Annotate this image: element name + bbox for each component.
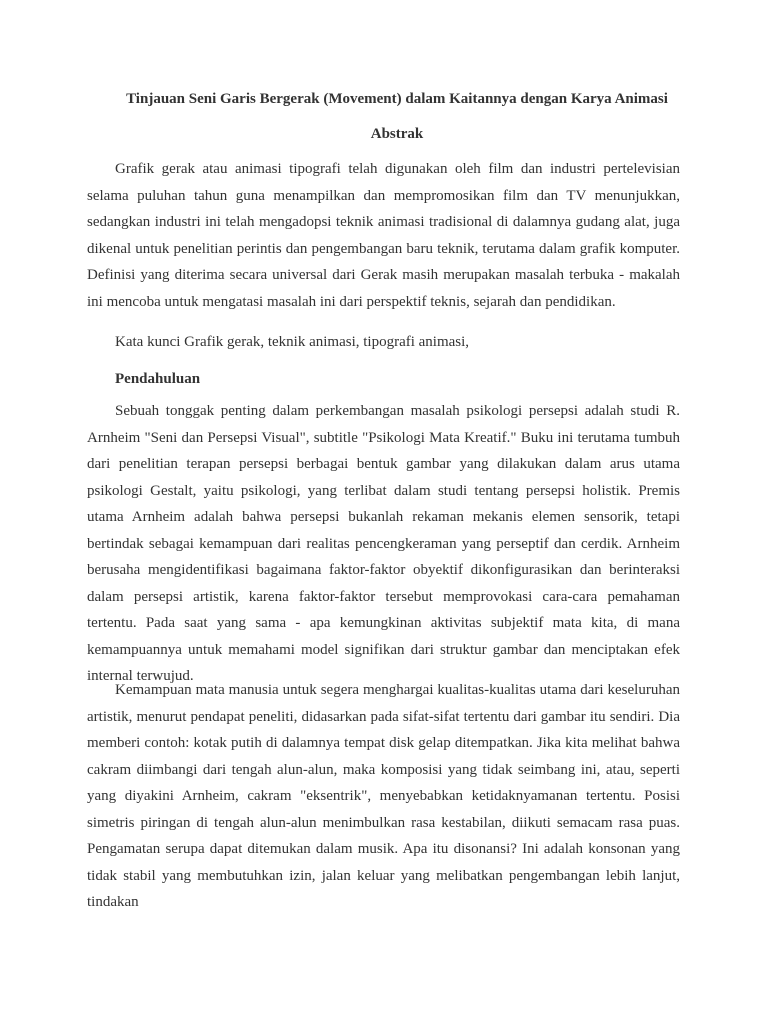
keywords-paragraph: Kata kunci Grafik gerak, teknik animasi, tipografi animasi, <box>115 334 470 350</box>
introduction-paragraph-1: Sebuah tonggak penting dalam perkembangan masalah psikologi persepsi adalah studi R. Arnheim "Seni dan Persepsi Visual", subtitle "Psikologi Mata Kreatif." Buku ini terutama tumbuh dari penelitian terapan persepsi berbagai bentuk gambar yang dilakukan dalam arus utama psikologi Gestalt, yaitu psikologi, yang terlibat dalam studi tentang persepsi holistik. Premis utama Arnheim adalah bahwa persepsi bukanlah rekaman mekanis elemen sensorik, tetapi bertindak sebagai kemampuan dari realitas pencengkeraman yang perseptif dan cerdik. Arnheim berusaha mengidentifikasi bagaimana faktor-faktor obyektif dikonfigurasikan dan berinteraksi dalam persepsi artistik, karena faktor-faktor tersebut memprovokasi cara-cara pemahaman tertentu. Pada saat yang sama - apa kemungkinan aktivitas subjektif mata kita, di mana kemampuannya untuk memahami model signifikan dari struktur gambar dan menciptakan efek internal terwujud. <box>87 403 680 684</box>
abstract-heading: Abstrak <box>370 126 424 142</box>
introduction-paragraph-2: Kemampuan mata manusia untuk segera menghargai kualitas-kualitas utama dari keseluruhan artistik, menurut pendapat peneliti, didasarkan pada sifat-sifat tertentu dari gambar itu sendiri. Dia memberi contoh: kotak putih di dalamnya tempat disk gelap ditempatkan. Jika kita melihat bahwa cakram diimbangi dari tengah alun-alun, maka komposisi yang tidak seimbang ini, atau, seperti yang diyakini Arnheim, cakram "eksentrik", menyebabkan ketidaknyamanan tertentu. Posisi simetris piringan di tengah alun-alun menimbulkan rasa kestabilan, diikuti semacam rasa puas. Pengamatan serupa dapat ditemukan dalam musik. Apa itu disonansi? Ini adalah konsonan yang tidak stabil yang membutuhkan izin, jalan keluar yang melibatkan pengembangan lebih lanjut, tindakan <box>87 682 680 910</box>
section-heading-introduction: Pendahuluan <box>115 371 201 387</box>
document-title: Tinjauan Seni Garis Bergerak (Movement) dalam Kaitannya dengan Karya Animasi <box>126 91 668 107</box>
abstract-paragraph: Grafik gerak atau animasi tipografi telah digunakan oleh film dan industri pertelevisian selama puluhan tahun guna menampilkan dan mempromosikan film dan TV menunjukkan, sedangkan industri ini telah mengadopsi teknik animasi tradisional di dalamnya gudang alat, juga dikenal untuk penelitian perintis dan pengembangan baru teknik, terutama dalam grafik komputer. Definisi yang diterima secara universal dari Gerak masih merupakan masalah terbuka - makalah ini mencoba untuk mengatasi masalah ini dari perspektif teknis, sejarah dan pendidikan. <box>87 161 680 310</box>
